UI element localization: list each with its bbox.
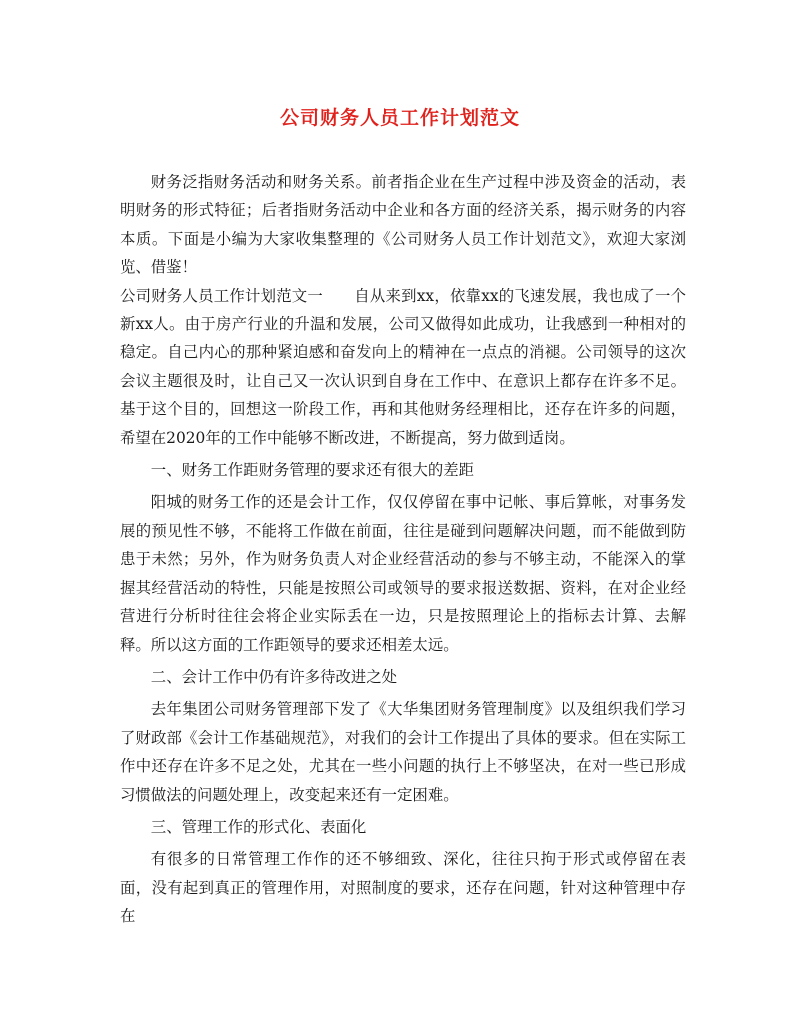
intro-paragraph: 财务泛指财务活动和财务关系。前者指企业在生产过程中涉及资金的活动，表明财务的形式特征；后者指财务活动中企业和各方面的经济关系，揭示财务的内容本质。下面是小编为大家收集整理的《公司财务人员工作计划范文》，欢迎大家浏览、借鉴！ bbox=[120, 173, 686, 277]
plan-one-paragraph: 公司财务人员工作计划范文一 自从来到xx，依靠xx的飞速发展，我也成了一个新xx人。由于房产行业的升温和发展，公司又做得如此成功，让我感到一种相对的稳定。自己内心的那种紧迫感和奋发向上的精神在一点点的消褪。公司领导的这次会议主题很及时，让自己又一次认识到自身在工作中、在意识上都存在许多不足。基于这个目的，回想这一阶段工作，再和其他财务经理相比，还存在许多的问题，希望在2020年的工作中能够不断改进，不断提高，努力做到适岗。 bbox=[120, 286, 686, 447]
document-body bbox=[120, 168, 686, 931]
section-heading-three: 三、管理工作的形式化、表面化 bbox=[150, 817, 367, 836]
section-one-paragraph: 阳城的财务工作的还是会计工作，仅仅停留在事中记帐、事后算帐，对事务发展的预见性不够，不能将工作做在前面，往往是碰到问题解决问题，而不能做到防患于未然；另外，作为财务负责人对企业经营活动的参与不够主动，不能深入的掌握其经营活动的特性，只能是按照公司或领导的要求报送数据、资料，在对企业经营进行分析时往往会将企业实际丢在一边，只是按照理论上的指标去计算、去解释。所以这方面的工作距领导的要求还相差太远。 bbox=[120, 493, 686, 654]
section-three-paragraph: 有很多的日常管理工作作的还不够细致、深化，往往只拘于形式或停留在表面，没有起到真正的管理作用，对照制度的要求，还存在问题，针对这种管理中存在 bbox=[120, 850, 686, 926]
document-title: 公司财务人员工作计划范文 bbox=[279, 107, 520, 129]
section-heading-two: 二、会计工作中仍有许多待改进之处 bbox=[150, 667, 398, 686]
section-two-paragraph: 去年集团公司财务管理部下发了《大华集团财务管理制度》以及组织我们学习了财政部《会计工作基础规范》，对我们的会计工作提出了具体的要求。但在实际工作中还存在许多不足之处，尤其在一些小问题的执行上不够坚决，在对一些已形成习惯做法的问题处理上，改变起来还有一定困难。 bbox=[120, 700, 686, 804]
section-heading-one: 一、财务工作距财务管理的要求还有很大的差距 bbox=[150, 461, 475, 480]
